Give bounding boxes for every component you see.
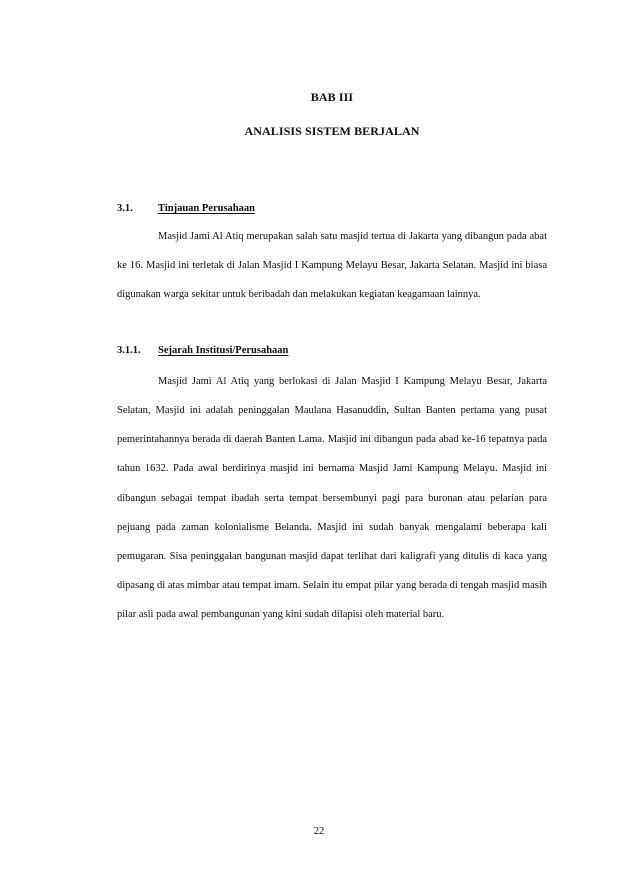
section-number: 3.1. [117, 203, 133, 214]
page-number: 22 [313, 826, 325, 837]
section-title: Tinjauan Perusahaan [158, 203, 255, 214]
section-title: Sejarah Institusi/Perusahaan [158, 345, 289, 356]
section-heading-3-1 [117, 203, 255, 214]
chapter-label: BAB III [310, 90, 354, 104]
section-heading-3-1-1 [117, 345, 288, 356]
section-paragraph-3-1-1: Masjid Jami Al Atiq yang berlokasi di Jalan Masjid I Kampung Melayu Besar, Jakarta Selatan, Masjid ini adalah peninggalan Maulana Hasanuddin, Sultan Banten pertama yang pusat pemerintahannya berada di daerah Banten Lama. Masjid ini dibangun pada abad ke-16 tepatnya pada tahun 1632. Pada awal berdirinya masjid ini bernama Masjid Jami Kampung Melayu. Masjid ini dibangun sebagai tempat ibadah serta tempat bersembunyi pagi para buronan atau pelarian para pejuang pada zaman kolonialisme Belanda. Masjid ini sudah banyak mengalami beberapa kali pemugaran. Sisa peninggalan bangunan masjid dapat terlihat dari kaligrafi yang ditulis di kaca yang dipasang di atas mimbar atau tempat imam. Selain itu empat pilar yang berada di tengah masjid masih pilar asli pada awal pembangunan yang kini sudah dilapisi oleh material baru. [117, 376, 547, 621]
section-paragraph-3-1: Masjid Jami Al Atiq merupakan salah satu masjid tertua di Jakarta yang dibangun pada abat ke 16. Masjid ini terletak di Jalan Masjid I Kampung Melayu Besar, Jakarta Selatan. Masjid ini biasa digunakan warga sekitar untuk beribadah dan melakukan kegiatan keagamaan lainnya. [117, 231, 547, 301]
chapter-title: ANALISIS SISTEM BERJALAN [244, 124, 420, 138]
section-number: 3.1.1. [117, 345, 141, 356]
